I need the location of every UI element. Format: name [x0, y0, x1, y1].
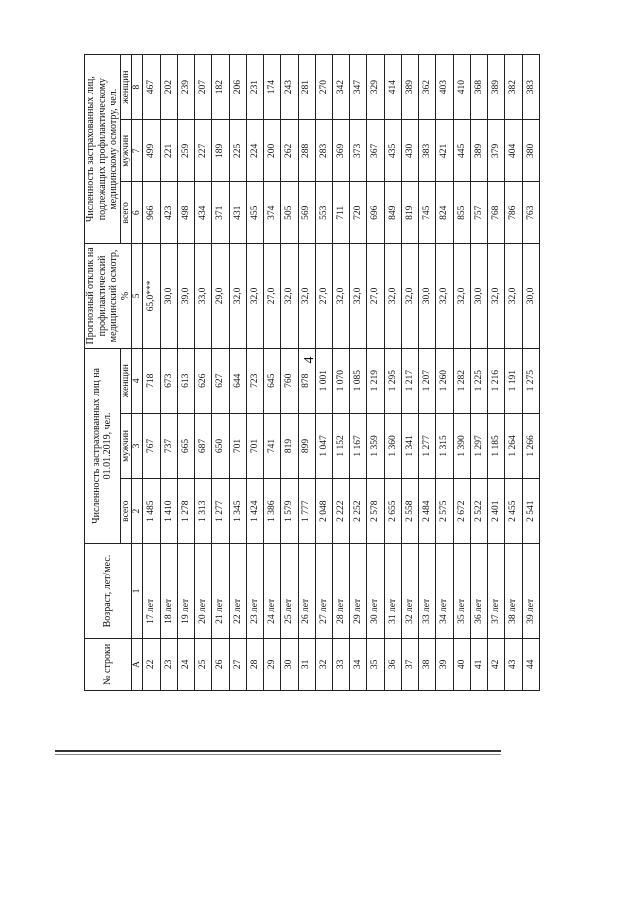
women-cell: 613 — [177, 348, 194, 413]
header-exam-group: Численность застрахованных лиц, подлежащих профилактическому медицинскому осмотру, чел. — [85, 55, 121, 244]
col-number: 2 — [132, 479, 143, 544]
exam-men-cell: 189 — [212, 120, 229, 182]
table-row — [522, 55, 539, 691]
exam-total-cell: 423 — [160, 182, 177, 244]
forecast-pct-cell: 32,0 — [298, 244, 315, 348]
exam-men-cell: 227 — [195, 120, 212, 182]
table-row — [281, 55, 298, 691]
age-cell: 29 лет — [350, 544, 367, 639]
total-cell: 1 278 — [177, 479, 194, 544]
age-cell: 18 лет — [160, 544, 177, 639]
exam-total-cell: 455 — [246, 182, 263, 244]
header-exam-total: всего — [120, 182, 131, 244]
exam-women-cell: 347 — [350, 55, 367, 120]
exam-total-cell: 374 — [264, 182, 281, 244]
rotated-table-frame — [84, 54, 540, 691]
row-number: 29 — [264, 638, 281, 690]
forecast-pct-cell: 33,0 — [195, 244, 212, 348]
exam-men-cell: 369 — [333, 120, 350, 182]
exam-women-cell: 362 — [419, 55, 436, 120]
total-cell: 2 252 — [350, 479, 367, 544]
total-cell: 1 424 — [246, 479, 263, 544]
women-cell: 1 225 — [470, 348, 487, 413]
exam-women-cell: 383 — [522, 55, 539, 120]
col-number: 1 — [132, 544, 143, 639]
table-row — [298, 55, 315, 691]
total-cell: 1 410 — [160, 479, 177, 544]
women-cell: 627 — [212, 348, 229, 413]
age-cell: 38 лет — [505, 544, 522, 639]
forecast-pct-cell: 27,0 — [367, 244, 384, 348]
total-cell: 2 401 — [488, 479, 505, 544]
forecast-pct-cell: 32,0 — [384, 244, 401, 348]
men-cell: 741 — [264, 413, 281, 478]
exam-women-cell: 342 — [333, 55, 350, 120]
men-cell: 701 — [246, 413, 263, 478]
men-cell: 737 — [160, 413, 177, 478]
women-cell: 644 — [229, 348, 246, 413]
total-cell: 2 522 — [470, 479, 487, 544]
row-number: 32 — [315, 638, 332, 690]
women-cell: 1 001 — [315, 348, 332, 413]
table-row — [470, 55, 487, 691]
row-number: 36 — [384, 638, 401, 690]
total-cell: 1 345 — [229, 479, 246, 544]
men-cell: 1 264 — [505, 413, 522, 478]
total-cell: 2 484 — [419, 479, 436, 544]
exam-total-cell: 720 — [350, 182, 367, 244]
exam-women-cell: 410 — [453, 55, 470, 120]
men-cell: 1 185 — [488, 413, 505, 478]
table-body — [143, 55, 540, 691]
women-cell: 1 275 — [522, 348, 539, 413]
forecast-pct-cell: 65,0*** — [143, 244, 160, 348]
exam-total-cell: 505 — [281, 182, 298, 244]
exam-men-cell: 221 — [160, 120, 177, 182]
age-cell: 33 лет — [419, 544, 436, 639]
exam-men-cell: 383 — [419, 120, 436, 182]
exam-men-cell: 200 — [264, 120, 281, 182]
age-cell: 21 лет — [212, 544, 229, 639]
col-number: 6 — [132, 182, 143, 244]
age-cell: 26 лет — [298, 544, 315, 639]
total-cell: 2 048 — [315, 479, 332, 544]
women-cell: 760 — [281, 348, 298, 413]
men-cell: 665 — [177, 413, 194, 478]
exam-men-cell: 389 — [470, 120, 487, 182]
row-number: 38 — [419, 638, 436, 690]
age-cell: 31 лет — [384, 544, 401, 639]
exam-women-cell: 329 — [367, 55, 384, 120]
table-row — [333, 55, 350, 691]
age-cell: 19 лет — [177, 544, 194, 639]
total-cell: 1 777 — [298, 479, 315, 544]
exam-total-cell: 371 — [212, 182, 229, 244]
men-cell: 819 — [281, 413, 298, 478]
exam-total-cell: 745 — [419, 182, 436, 244]
exam-women-cell: 207 — [195, 55, 212, 120]
forecast-pct-cell: 30,0 — [470, 244, 487, 348]
women-cell: 645 — [264, 348, 281, 413]
total-cell: 2 578 — [367, 479, 384, 544]
exam-men-cell: 404 — [505, 120, 522, 182]
row-number: 37 — [401, 638, 418, 690]
age-cell: 32 лет — [401, 544, 418, 639]
exam-total-cell: 431 — [229, 182, 246, 244]
total-cell: 2 575 — [436, 479, 453, 544]
header-row-top — [85, 55, 121, 691]
men-cell: 1 359 — [367, 413, 384, 478]
exam-men-cell: 224 — [246, 120, 263, 182]
exam-total-cell: 763 — [522, 182, 539, 244]
row-number: 31 — [298, 638, 315, 690]
forecast-pct-cell: 32,0 — [246, 244, 263, 348]
women-cell: 1 216 — [488, 348, 505, 413]
total-cell: 2 455 — [505, 479, 522, 544]
age-cell: 36 лет — [470, 544, 487, 639]
table-row — [246, 55, 263, 691]
forecast-pct-cell: 39,0 — [177, 244, 194, 348]
forecast-pct-cell: 27,0 — [264, 244, 281, 348]
table-row — [401, 55, 418, 691]
exam-men-cell: 367 — [367, 120, 384, 182]
exam-men-cell: 380 — [522, 120, 539, 182]
women-cell: 1 295 — [384, 348, 401, 413]
exam-men-cell: 430 — [401, 120, 418, 182]
exam-women-cell: 382 — [505, 55, 522, 120]
forecast-pct-cell: 32,0 — [401, 244, 418, 348]
exam-total-cell: 434 — [195, 182, 212, 244]
table-row — [419, 55, 436, 691]
men-cell: 650 — [212, 413, 229, 478]
table-row — [384, 55, 401, 691]
row-number: 41 — [470, 638, 487, 690]
insured-persons-table — [84, 54, 540, 691]
exam-women-cell: 231 — [246, 55, 263, 120]
age-cell: 39 лет — [522, 544, 539, 639]
age-cell: 17 лет — [143, 544, 160, 639]
exam-total-cell: 855 — [453, 182, 470, 244]
exam-total-cell: 786 — [505, 182, 522, 244]
table-row — [315, 55, 332, 691]
age-cell: 30 лет — [367, 544, 384, 639]
forecast-pct-cell: 32,0 — [333, 244, 350, 348]
forecast-pct-cell: 32,0 — [436, 244, 453, 348]
exam-total-cell: 553 — [315, 182, 332, 244]
women-cell: 1 191 — [505, 348, 522, 413]
exam-total-cell: 498 — [177, 182, 194, 244]
table-row — [177, 55, 194, 691]
exam-total-cell: 768 — [488, 182, 505, 244]
age-cell: 23 лет — [246, 544, 263, 639]
men-cell: 1 297 — [470, 413, 487, 478]
header-exam-men: мужчин — [120, 120, 131, 182]
row-number: 28 — [246, 638, 263, 690]
row-number: 35 — [367, 638, 384, 690]
exam-women-cell: 467 — [143, 55, 160, 120]
row-number: 25 — [195, 638, 212, 690]
total-cell: 2 541 — [522, 479, 539, 544]
forecast-pct-cell: 32,0 — [229, 244, 246, 348]
exam-women-cell: 174 — [264, 55, 281, 120]
row-number: 33 — [333, 638, 350, 690]
exam-women-cell: 182 — [212, 55, 229, 120]
exam-total-cell: 569 — [298, 182, 315, 244]
row-number: 30 — [281, 638, 298, 690]
table-row — [143, 55, 160, 691]
women-cell: 1 219 — [367, 348, 384, 413]
total-cell: 1 386 — [264, 479, 281, 544]
men-cell: 1 315 — [436, 413, 453, 478]
women-cell: 673 — [160, 348, 177, 413]
exam-women-cell: 281 — [298, 55, 315, 120]
exam-men-cell: 225 — [229, 120, 246, 182]
total-cell: 2 222 — [333, 479, 350, 544]
forecast-pct-cell: 32,0 — [350, 244, 367, 348]
exam-women-cell: 403 — [436, 55, 453, 120]
forecast-pct-cell: 29,0 — [212, 244, 229, 348]
forecast-pct-cell: 32,0 — [281, 244, 298, 348]
header-total: всего — [120, 479, 131, 544]
forecast-pct-cell: 30,0 — [419, 244, 436, 348]
row-number: 27 — [229, 638, 246, 690]
exam-women-cell: 206 — [229, 55, 246, 120]
men-cell: 1 360 — [384, 413, 401, 478]
exam-men-cell: 288 — [298, 120, 315, 182]
table-row — [229, 55, 246, 691]
men-cell: 1 167 — [350, 413, 367, 478]
men-cell: 767 — [143, 413, 160, 478]
age-cell: 24 лет — [264, 544, 281, 639]
exam-total-cell: 824 — [436, 182, 453, 244]
exam-total-cell: 757 — [470, 182, 487, 244]
forecast-pct-cell: 27,0 — [315, 244, 332, 348]
men-cell: 1 277 — [419, 413, 436, 478]
table-row — [453, 55, 470, 691]
table-row — [160, 55, 177, 691]
table-row — [350, 55, 367, 691]
women-cell: 1 070 — [333, 348, 350, 413]
age-cell: 20 лет — [195, 544, 212, 639]
row-number: 44 — [522, 638, 539, 690]
age-cell: 22 лет — [229, 544, 246, 639]
total-cell: 1 313 — [195, 479, 212, 544]
exam-total-cell: 849 — [384, 182, 401, 244]
col-number: 3 — [132, 413, 143, 478]
table-row — [367, 55, 384, 691]
women-cell: 1 207 — [419, 348, 436, 413]
exam-men-cell: 262 — [281, 120, 298, 182]
table-row — [264, 55, 281, 691]
col-number: 4 — [132, 348, 143, 413]
exam-women-cell: 202 — [160, 55, 177, 120]
exam-women-cell: 368 — [470, 55, 487, 120]
header-age: Возраст, лет/мес. — [85, 544, 132, 639]
men-cell: 899 — [298, 413, 315, 478]
row-number: 26 — [212, 638, 229, 690]
footer-rule-thin — [55, 754, 501, 755]
men-cell: 701 — [229, 413, 246, 478]
exam-men-cell: 421 — [436, 120, 453, 182]
exam-women-cell: 389 — [401, 55, 418, 120]
forecast-pct-cell: 32,0 — [505, 244, 522, 348]
column-number-row — [132, 55, 143, 691]
men-cell: 1 047 — [315, 413, 332, 478]
row-number: 39 — [436, 638, 453, 690]
men-cell: 1 390 — [453, 413, 470, 478]
women-cell: 718 — [143, 348, 160, 413]
total-cell: 2 672 — [453, 479, 470, 544]
women-cell: 1 260 — [436, 348, 453, 413]
header-women: женщин — [120, 348, 131, 413]
total-cell: 1 579 — [281, 479, 298, 544]
row-number: 24 — [177, 638, 194, 690]
total-cell: 1 485 — [143, 479, 160, 544]
men-cell: 1 152 — [333, 413, 350, 478]
men-cell: 1 341 — [401, 413, 418, 478]
forecast-pct-cell: 32,0 — [453, 244, 470, 348]
col-number: 8 — [132, 55, 143, 120]
exam-women-cell: 243 — [281, 55, 298, 120]
exam-men-cell: 379 — [488, 120, 505, 182]
header-row-no: № строки — [85, 638, 132, 690]
table-container — [84, 54, 540, 691]
exam-men-cell: 373 — [350, 120, 367, 182]
table-row — [505, 55, 522, 691]
exam-total-cell: 711 — [333, 182, 350, 244]
exam-men-cell: 499 — [143, 120, 160, 182]
exam-men-cell: 435 — [384, 120, 401, 182]
women-cell: 626 — [195, 348, 212, 413]
exam-men-cell: 445 — [453, 120, 470, 182]
exam-total-cell: 696 — [367, 182, 384, 244]
table-row — [436, 55, 453, 691]
women-cell: 1 085 — [350, 348, 367, 413]
forecast-pct-cell: 32,0 — [488, 244, 505, 348]
table-row — [195, 55, 212, 691]
row-number: 43 — [505, 638, 522, 690]
age-cell: 25 лет — [281, 544, 298, 639]
women-cell: 723 — [246, 348, 263, 413]
exam-women-cell: 389 — [488, 55, 505, 120]
col-number: А — [132, 638, 143, 690]
row-number: 40 — [453, 638, 470, 690]
forecast-pct-cell: 30,0 — [522, 244, 539, 348]
exam-total-cell: 966 — [143, 182, 160, 244]
header-forecast: Прогнозный отклик на профилактический медицинский осмотр, % — [85, 244, 132, 348]
women-cell: 878 — [298, 348, 315, 413]
age-cell: 28 лет — [333, 544, 350, 639]
exam-total-cell: 819 — [401, 182, 418, 244]
age-cell: 35 лет — [453, 544, 470, 639]
men-cell: 1 266 — [522, 413, 539, 478]
page-number: 4 — [302, 356, 317, 364]
exam-men-cell: 283 — [315, 120, 332, 182]
col-number: 5 — [132, 244, 143, 348]
exam-women-cell: 414 — [384, 55, 401, 120]
exam-men-cell: 259 — [177, 120, 194, 182]
table-row — [212, 55, 229, 691]
header-exam-women: женщин — [120, 55, 131, 120]
footer-rule — [55, 750, 501, 752]
forecast-pct-cell: 30,0 — [160, 244, 177, 348]
row-number: 34 — [350, 638, 367, 690]
age-cell: 34 лет — [436, 544, 453, 639]
total-cell: 2 655 — [384, 479, 401, 544]
total-cell: 2 558 — [401, 479, 418, 544]
table-row — [488, 55, 505, 691]
row-number: 22 — [143, 638, 160, 690]
men-cell: 687 — [195, 413, 212, 478]
age-cell: 37 лет — [488, 544, 505, 639]
header-men: мужчин — [120, 413, 131, 478]
exam-women-cell: 270 — [315, 55, 332, 120]
exam-women-cell: 239 — [177, 55, 194, 120]
age-cell: 27 лет — [315, 544, 332, 639]
women-cell: 1 217 — [401, 348, 418, 413]
women-cell: 1 282 — [453, 348, 470, 413]
header-insured-group: Численность застрахованных лиц на 01.01.2019, чел. — [85, 348, 121, 544]
col-number: 7 — [132, 120, 143, 182]
total-cell: 1 277 — [212, 479, 229, 544]
row-number: 23 — [160, 638, 177, 690]
row-number: 42 — [488, 638, 505, 690]
